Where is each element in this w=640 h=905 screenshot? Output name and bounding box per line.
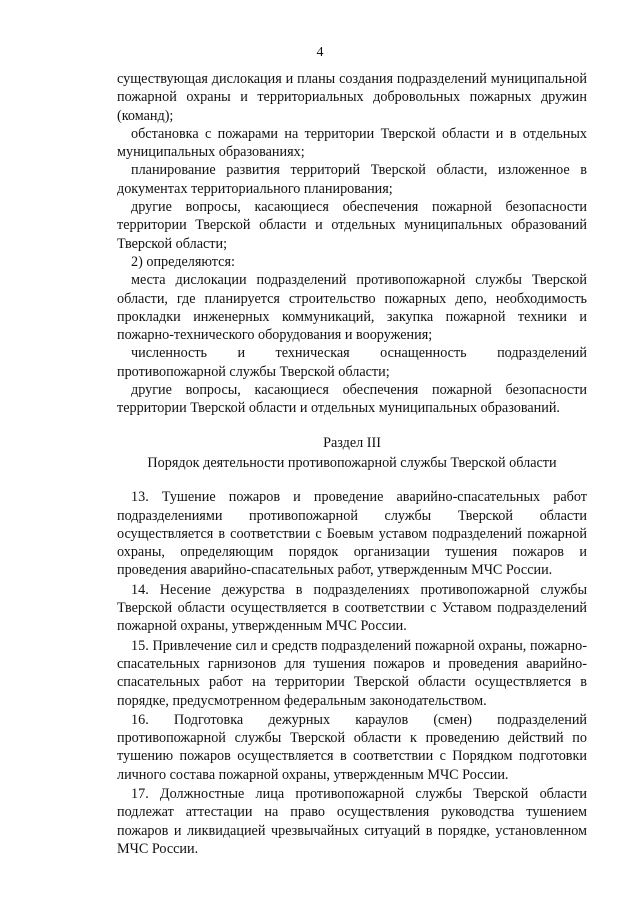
paragraph: существующая дислокация и планы создания подразделений муниципальной пожарной охраны и территориальных добровольных пожарных дружин (команд); [117, 71, 587, 124]
document-body [117, 70, 587, 858]
paragraph: 2) определяются: [131, 253, 235, 270]
numbered-item: 16. Подготовка дежурных караулов (смен) подразделений противопожарной службы Тверской области к проведению действий по тушению пожаров осуществляется в соответствии с Порядком подготовки личного состава пожарной охраны, утвержденным МЧС России. [117, 711, 587, 783]
numbered-item: 13. Тушение пожаров и проведение аварийно-спасательных работ подразделениями противопожарной службы Тверской области осуществляется в соответствии с Боевым уставом подразделений пожарной охраны, определяющим порядок организации тушения пожаров и проведения аварийно-спасательных работ, утвержденным МЧС России. [117, 489, 587, 579]
section-number: Раздел III [323, 434, 381, 451]
paragraph: планирование развития территорий Тверской области, изложенное в документах территориального планирования; [117, 162, 587, 197]
numbered-item: 14. Несение дежурства в подразделениях противопожарной службы Тверской области осуществляется в соответствии с Уставом подразделений пожарной охраны, утвержденным МЧС России. [117, 581, 587, 635]
numbered-item: 15. Привлечение сил и средств подразделений пожарной охраны, пожарно-спасательных гарнизонов для тушения пожаров и проведения аварийно-спасательных работ на территории Тверской области осуществляется в порядке, предусмотренном федеральным законодательством. [117, 637, 587, 709]
section-title: Порядок деятельности противопожарной службы Тверской области [147, 454, 557, 471]
paragraph: другие вопросы, касающиеся обеспечения пожарной безопасности территории Тверской области и отдельных муниципальных образований Тверской области; [117, 199, 587, 252]
paragraph: места дислокации подразделений противопожарной службы Тверской области, где планируется строительство пожарных депо, необходимость прокладки инженерных коммуникаций, закупка пожарной техники и пожарно-технического оборудования и вооружения; [117, 272, 587, 344]
paragraph: другие вопросы, касающиеся обеспечения пожарной безопасности территории Тверской области и отдельных муниципальных образований. [117, 382, 587, 417]
paragraph: численность и техническая оснащенность подразделений противопожарной службы Тверской области; [117, 345, 587, 380]
paragraph: обстановка с пожарами на территории Тверской области и в отдельных муниципальных образованиях; [117, 125, 587, 161]
numbered-item: 17. Должностные лица противопожарной службы Тверской области подлежат аттестации на право осуществления руководства тушением пожаров и ликвидацией чрезвычайных ситуаций в порядке, установленном МЧС России. [117, 785, 587, 857]
page-number: 4 [316, 45, 324, 60]
